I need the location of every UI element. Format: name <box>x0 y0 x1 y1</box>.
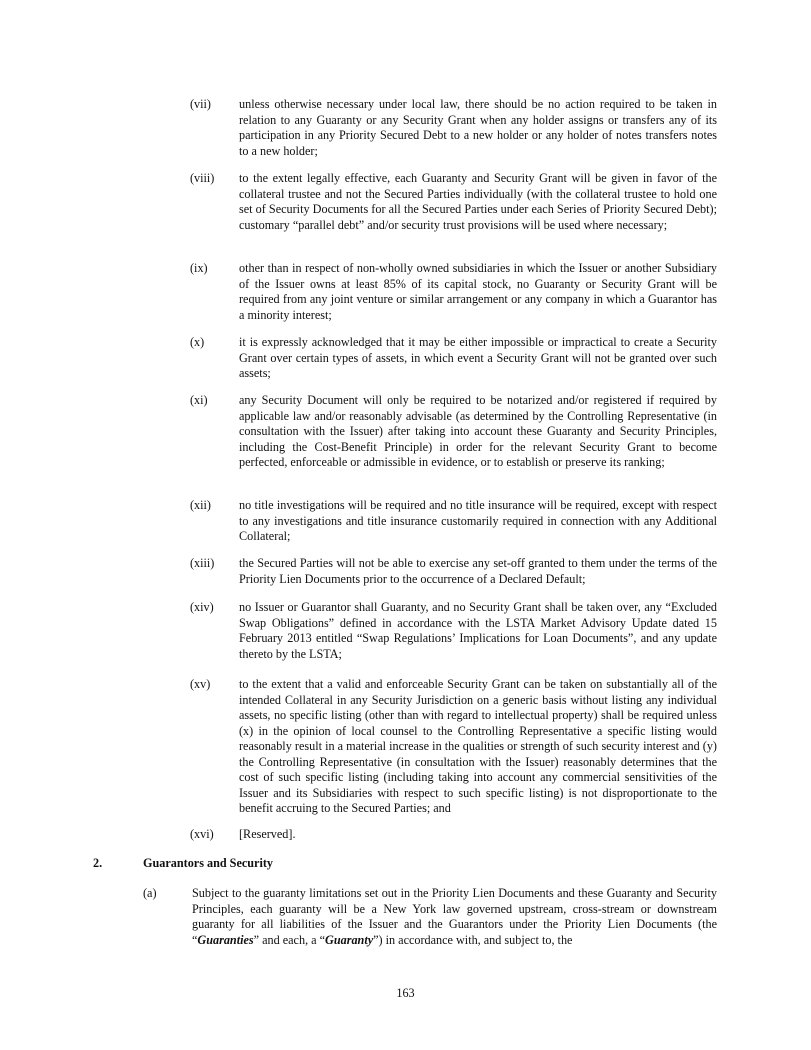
list-item-xv <box>190 677 717 817</box>
item-text: other than in respect of non-wholly owned subsidiaries in which the Issuer or another Subsidiary of the Issuer owns at least 85% of its capital stock, no Guaranty or Security Grant will be required from any joint venture or similar arrangement or any company in which a Guarantor has a minority interest; <box>239 261 717 322</box>
list-item-xi <box>190 393 717 471</box>
item-number: (xiv) <box>190 600 214 614</box>
item-text: it is expressly acknowledged that it may be either impossible or impractical to create a Security Grant over certain types of assets, in which event a Security Grant will not be granted over such assets; <box>239 335 717 380</box>
item-text: any Security Document will only be required to be notarized and/or registered if required by applicable law and/or reasonably advisable (as determined by the Controlling Representative (in consultation with the Issuer) after taking into account these Guaranty and Security Principles, including the Cost-Benefit Principle) in order for the relevant Security Grant to become perfected, enforceable or admissible in evidence, or to establish or preserve its ranking; <box>239 393 717 469</box>
defined-term-guaranties: Guaranties <box>197 932 254 947</box>
list-item-xiii <box>190 556 717 587</box>
item-text: unless otherwise necessary under local law, there should be no action required to be taken in relation to any Guaranty or any Security Grant when any holder assigns or transfers any of its participation in any Priority Secured Debt to a new holder or any holder of notes transfers notes to a new holder; <box>239 97 717 158</box>
item-text: the Secured Parties will not be able to exercise any set-off granted to them under the terms of the Priority Lien Documents prior to the occurrence of a Declared Default; <box>239 556 717 586</box>
subsection-text-part-2: ” and each, a “ <box>253 932 326 947</box>
item-number: (ix) <box>190 261 208 275</box>
defined-term-guaranty: Guaranty <box>325 932 374 947</box>
page-number: 163 <box>396 986 415 1000</box>
list-item-xiv <box>190 600 717 662</box>
item-text: no title investigations will be required and no title insurance will be required, except with respect to any investigations and title insurance customarily required in connection with any Additional Collateral; <box>239 498 717 543</box>
item-text: no Issuer or Guarantor shall Guaranty, and no Security Grant shall be taken over, any “Excluded Swap Obligations” defined in accordance with the LSTA Market Advisory Update dated 15 February 2013 entitled “Swap Regulations’ Implications for Loan Documents”, and any update thereto by the LSTA; <box>239 600 717 661</box>
list-item-x <box>190 335 717 382</box>
item-number: (xvi) <box>190 827 214 841</box>
item-number: (viii) <box>190 171 215 185</box>
item-text: [Reserved]. <box>239 827 296 841</box>
list-item-xii <box>190 498 717 545</box>
item-number: (x) <box>190 335 205 349</box>
list-item-xvi <box>190 827 717 843</box>
section-number: 2. <box>93 856 103 870</box>
item-number: (xi) <box>190 393 208 407</box>
list-item-vii <box>190 97 717 159</box>
list-item-viii <box>190 171 717 233</box>
subsection-text <box>192 886 717 948</box>
subsection-text-part-1: Subject to the guaranty limitations set out in the Priority Lien Documents and these Guaranty and Security Principles, each guaranty will be a New York law governed upstream, cross-stream or downstream guaranty for all liabilities of the Issuer and the Guarantors under the Priority Lien Documents (the “ <box>192 886 717 947</box>
section-title: Guarantors and Security <box>143 856 274 870</box>
list-item-ix <box>190 261 717 323</box>
item-number: (vii) <box>190 97 211 111</box>
item-number: (xiii) <box>190 556 215 570</box>
item-number: (xv) <box>190 677 211 691</box>
item-text: to the extent that a valid and enforceable Security Grant can be taken on substantially all of the intended Collateral in any Security Jurisdiction on a generic basis without listing any individual assets, no specific listing (other than with regard to intellectual property) shall be required unless (x) in the opinion of local counsel to the Controlling Representative a specific listing would reasonably result in a material increase in the qualities or strength of such security interest and (y) the Controlling Representative (in consultation with the Issuer) reasonably determines that the cost of such specific listing (including taking into account any commercial sensitivities of the Issuer and its Subsidiaries with respect to such specific listing) is not disproportionate to the benefit accruing to the Secured Parties; and <box>239 677 717 815</box>
subsection-number: (a) <box>143 886 157 900</box>
subsection-text-part-3: ”) in accordance with, and subject to, the <box>373 932 573 947</box>
subsection-a <box>143 886 717 948</box>
item-number: (xii) <box>190 498 211 512</box>
item-text: to the extent legally effective, each Guaranty and Security Grant will be given in favor of the collateral trustee and not the Secured Parties individually (with the collateral trustee to hold one set of Security Documents for all the Secured Parties under each Series of Priority Secured Debt); customary “parallel debt” and/or security trust provisions will be used where necessary; <box>239 171 717 232</box>
